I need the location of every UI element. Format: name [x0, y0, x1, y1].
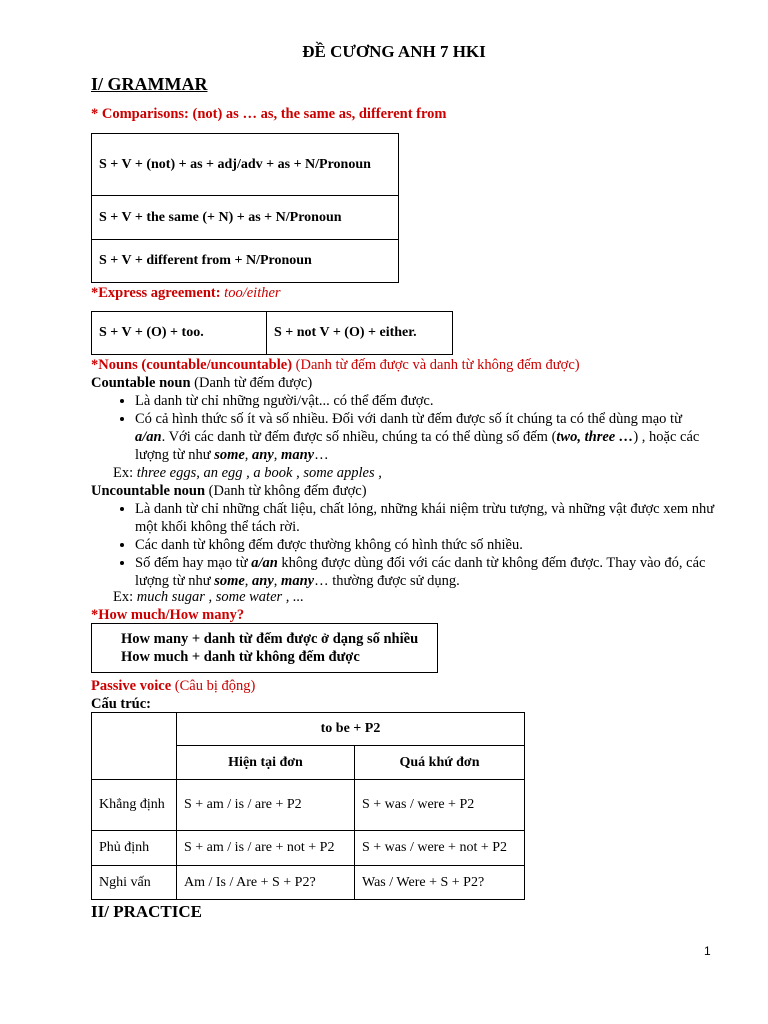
- list-item: • Là danh từ chỉ những chất liệu, chất lỏng, những khái niệm trừu tượng, và những vật được xem như một khối không thể tách rời.: [135, 500, 715, 536]
- present-cell: S + am / is / are + P2: [177, 780, 355, 831]
- agreement-either-cell: S + not V + (O) + either.: [267, 312, 453, 355]
- uncountable-label: Uncountable noun: [91, 483, 206, 499]
- present-cell: S + am / is / are + not + P2: [177, 831, 355, 866]
- document-title: ĐỀ CƯƠNG ANH 7 HKI: [302, 42, 486, 61]
- nouns-heading-note: (Danh từ đếm được và danh từ không đếm được): [292, 357, 580, 373]
- list-item: • Các danh từ không đếm được thường không có hình thức số nhiều.: [135, 536, 715, 554]
- structure-label: Cấu trúc:: [91, 696, 152, 712]
- countable-note: (Danh từ đếm được): [190, 375, 313, 391]
- past-cell: S + was / were + not + P2: [355, 831, 525, 866]
- passive-table: [91, 712, 525, 900]
- uncountable-note: (Danh từ không đếm được): [205, 483, 367, 499]
- page-number: 1: [704, 944, 711, 958]
- row-label: Khẳng định: [92, 780, 177, 831]
- uncountable-heading: [91, 482, 367, 500]
- past-simple-header: Quá khứ đơn: [355, 746, 525, 780]
- agreement-heading-label: *Express agreement:: [91, 285, 225, 301]
- past-cell: S + was / were + P2: [355, 780, 525, 831]
- present-cell: Am / Is / Are + S + P2?: [177, 866, 355, 900]
- countable-heading: [91, 374, 312, 392]
- uncountable-example: Ex: much sugar , some water , ...: [113, 589, 304, 605]
- row-label: Phủ định: [92, 831, 177, 866]
- howmuch-rule: How much + danh từ không đếm được: [121, 649, 360, 665]
- agreement-too-cell: S + V + (O) + too.: [92, 312, 267, 355]
- passive-heading-note: (Câu bị động): [171, 678, 256, 694]
- howmuch-box: [91, 623, 438, 673]
- comparisons-table: [91, 133, 399, 283]
- agreement-heading-words: too/either: [224, 285, 281, 301]
- nouns-heading-label: *Nouns (countable/uncountable): [91, 357, 293, 373]
- comparison-row: S + V + the same (+ N) + as + N/Pronoun: [92, 196, 399, 240]
- passive-heading-label: Passive voice: [91, 678, 172, 694]
- present-simple-header: Hiện tại đơn: [177, 746, 355, 780]
- list-item: • Số đếm hay mạo từ a/an không được dùng đối với các danh từ không đếm được. Thay vào đó, các lượng từ như some, any, many… thường được sử dụng.: [135, 554, 715, 590]
- section-practice-heading: II/ PRACTICE: [91, 902, 202, 921]
- countable-example: Ex: three eggs, an egg , a book , some apples ,: [113, 465, 382, 481]
- nouns-heading: [91, 356, 731, 374]
- countable-label: Countable noun: [91, 375, 191, 391]
- empty-header-cell: [92, 713, 177, 780]
- countable-list: [91, 392, 715, 464]
- uncountable-list: [91, 500, 715, 590]
- passive-heading: [91, 677, 255, 695]
- agreement-table: [91, 311, 453, 355]
- agreement-heading: [91, 285, 281, 302]
- comparisons-heading: * Comparisons: (not) as … as, the same as, different from: [91, 106, 447, 122]
- comparison-row: S + V + (not) + as + adj/adv + as + N/Pronoun: [92, 134, 399, 196]
- passive-formula: to be + P2: [177, 713, 525, 746]
- row-label: Nghi vấn: [92, 866, 177, 900]
- past-cell: Was / Were + S + P2?: [355, 866, 525, 900]
- comparison-row: S + V + different from + N/Pronoun: [92, 240, 399, 283]
- list-item: • Là danh từ chỉ những người/vật... có thể đếm được.: [135, 392, 715, 410]
- howmany-rule: How many + danh từ đếm được ở dạng số nhiều: [121, 631, 419, 647]
- list-item: • Có cả hình thức số ít và số nhiều. Đối với danh từ đếm được số ít chúng ta có thể dùng mạo từ a/an. Với các danh từ đếm được số nhiều, chúng ta có thể dùng số đếm (two, three …) , hoặc các lượng từ như some, any, many…: [135, 410, 715, 464]
- section-grammar-heading: I/ GRAMMAR: [91, 74, 208, 94]
- howmuch-heading: *How much/How many?: [91, 607, 245, 623]
